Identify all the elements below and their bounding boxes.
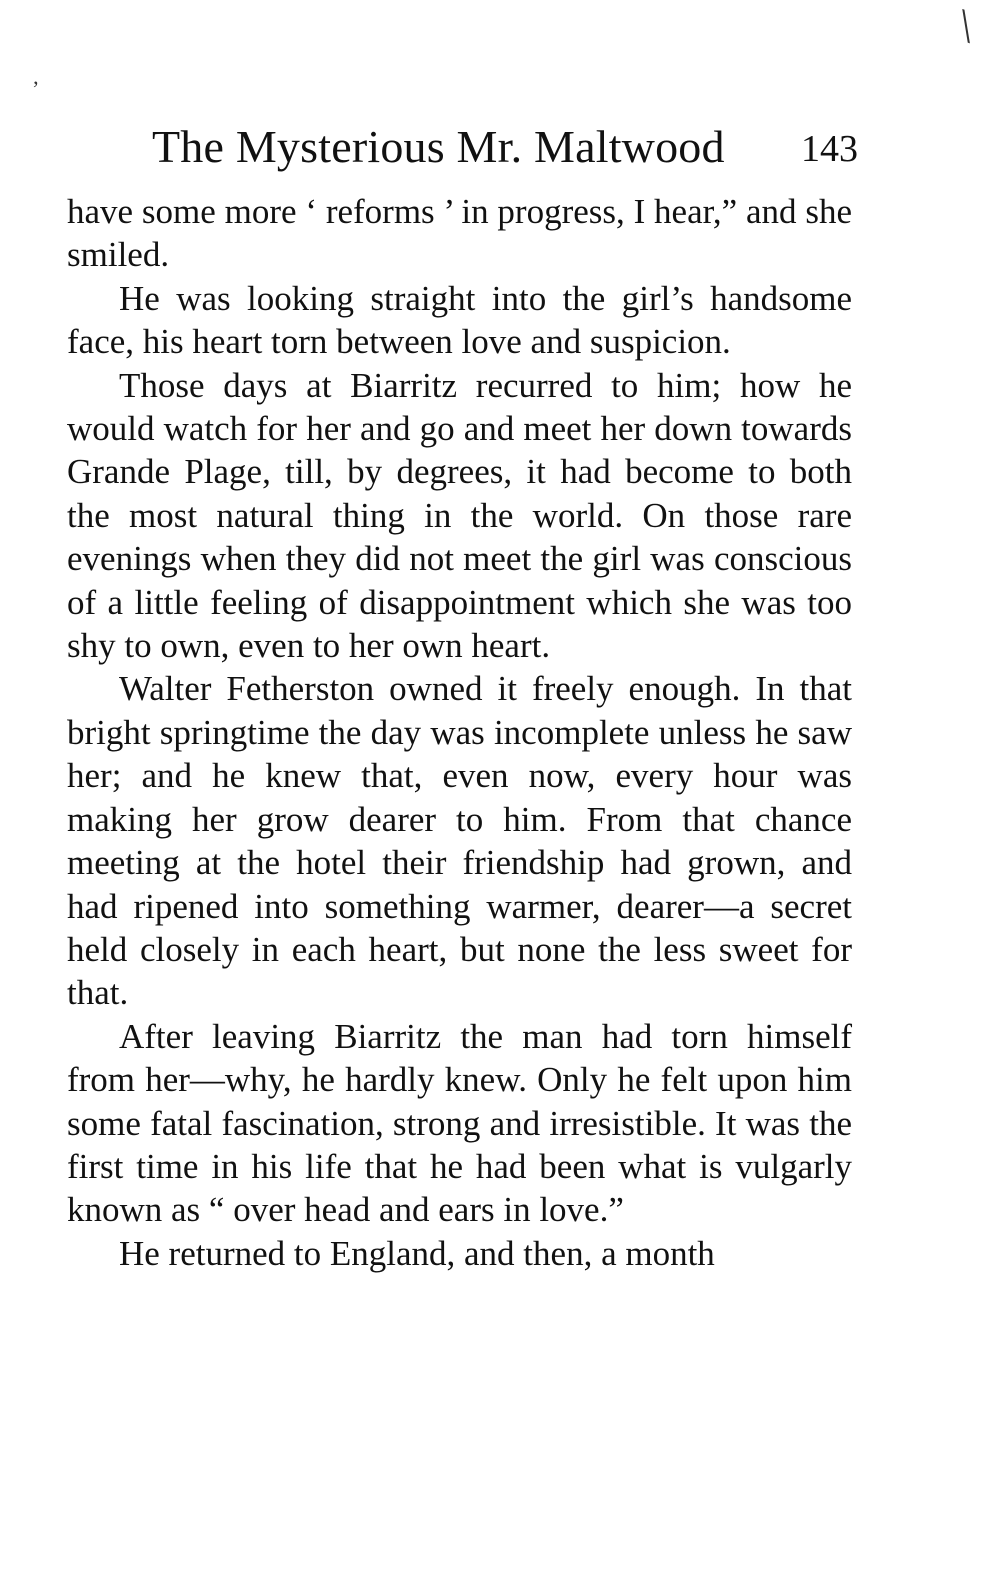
paragraph: Those days at Biarritz recurred to him; how he would watch for her and go and meet her down towards Grande Plage, till, by degrees, it had become to both the most natural thing in the world. On those rare evenings when they did not meet the girl was conscious of a little feeling of disappointment which she was too shy to own, even to her own heart. — [67, 365, 852, 666]
paragraph: After leaving Biarritz the man had torn himself from her—why, he hardly knew. Only he felt upon him some fatal fascination, strong and irresistible. It was the first time in his life that he had been what is vulgarly known as “ over head and ears in love.” — [67, 1016, 852, 1230]
scan-mark-top-right: ╲ — [954, 10, 978, 43]
page-header — [152, 118, 858, 180]
scan-mark-top-left: ’ — [32, 76, 40, 101]
page-number: 143 — [801, 128, 858, 170]
paragraph: He was looking straight into the girl’s handsome face, his heart torn between love and suspicion. — [67, 278, 852, 362]
running-title: The Mysterious Mr. Maltwood — [152, 121, 725, 172]
paragraph: He returned to England, and then, a month — [119, 1233, 715, 1273]
paragraph: Walter Fetherston owned it freely enough. In that bright springtime the day was incomplete unless he saw her; and he knew that, even now, every hour was making her grow dearer to him. From that chance meeting at the hotel their friendship had grown, and had ripened into something warmer, dearer—a secret held closely in each heart, but none the less sweet for that. — [67, 669, 852, 1013]
paragraph-continued: have some more ‘ reforms ’ in progress, I hear,” and she smiled. — [67, 192, 852, 275]
body-text — [67, 190, 852, 1275]
